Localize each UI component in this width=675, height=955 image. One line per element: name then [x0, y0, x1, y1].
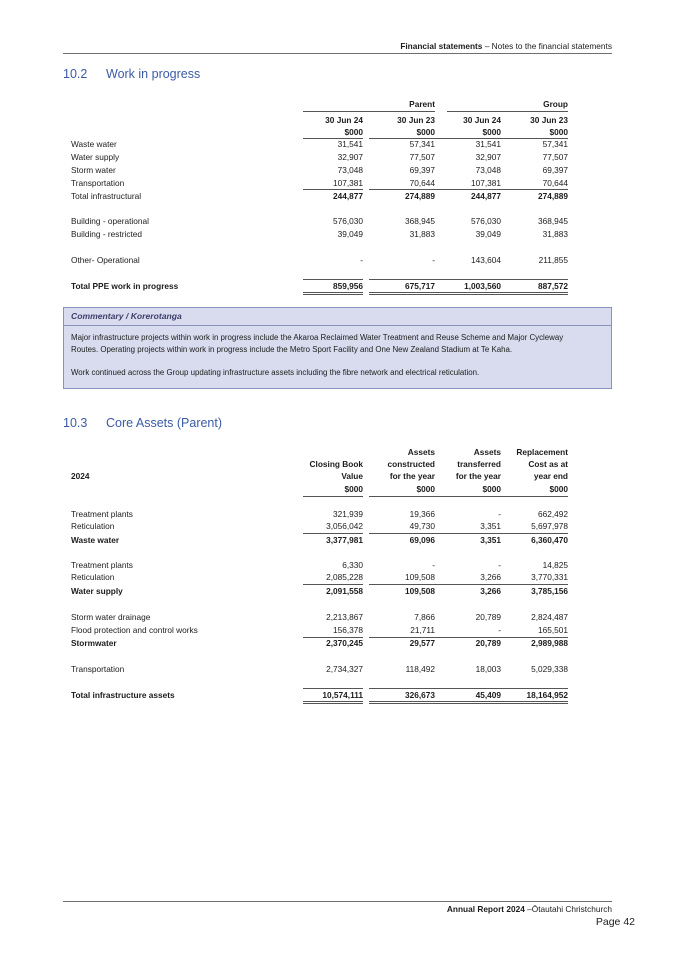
cell: 3,266 [480, 572, 501, 582]
section-title: Core Assets (Parent) [106, 416, 223, 430]
cell: 19,366 [409, 509, 435, 519]
col-header: Assets [407, 447, 435, 457]
col-unit: $000 [416, 484, 435, 494]
cell: 2,734,327 [326, 664, 363, 674]
cell: 244,877 [471, 191, 501, 201]
cell: 2,213,867 [326, 612, 363, 622]
header-underline [435, 496, 501, 497]
footer-rule [63, 901, 612, 902]
row-label: Total infrastructural [71, 191, 142, 201]
total-rule [369, 688, 435, 689]
row-label: Storm water drainage [71, 612, 151, 622]
table-row [63, 521, 612, 532]
cell: 32,907 [475, 152, 501, 162]
cell: 156,378 [333, 625, 363, 635]
cell: - [498, 560, 501, 570]
cell: 70,644 [542, 178, 568, 188]
cell: 675,717 [405, 281, 435, 291]
cell: 6,330 [342, 560, 363, 570]
running-header [63, 41, 612, 51]
row-label: Waste water [71, 139, 117, 149]
subtotal-rule [303, 533, 363, 534]
row-label: Transportation [71, 664, 125, 674]
row-label: Total PPE work in progress [71, 281, 179, 291]
row-label: Water supply [71, 152, 120, 162]
cell: 7,866 [414, 612, 435, 622]
section-number: 10.2 [63, 67, 88, 81]
cell: 39,049 [337, 229, 363, 239]
cell: 57,341 [409, 139, 435, 149]
row-label: Other- Operational [71, 255, 140, 265]
col-unit: $000 [344, 484, 363, 494]
cell: 326,673 [405, 690, 435, 700]
group-header-group: Group [543, 99, 568, 109]
total-rule [501, 688, 568, 689]
cell: 57,341 [542, 139, 568, 149]
cell: 3,770,331 [531, 572, 568, 582]
cell: 3,266 [480, 586, 501, 596]
cell: 18,003 [475, 664, 501, 674]
cell: - [360, 255, 363, 265]
cell: 165,501 [538, 625, 568, 635]
col-header: constructed [387, 459, 435, 469]
col-unit: $000 [344, 127, 363, 137]
table-row-subtotal [63, 638, 612, 649]
cell: 5,697,978 [531, 521, 568, 531]
cell: 10,574,111 [322, 690, 363, 700]
table-row [63, 216, 612, 227]
row-label: Reticulation [71, 521, 115, 531]
section-heading-core [63, 416, 222, 430]
double-rule [501, 292, 568, 295]
cell: 31,541 [337, 139, 363, 149]
cell: 244,877 [333, 191, 363, 201]
col-header: Value [341, 471, 363, 481]
table-row [63, 664, 612, 675]
cell: 2,085,228 [326, 572, 363, 582]
cell: 3,351 [480, 521, 501, 531]
cell: 3,377,981 [326, 535, 363, 545]
cell: 274,889 [538, 191, 568, 201]
row-label: Total infrastructure assets [71, 690, 175, 700]
cell: - [498, 625, 501, 635]
table-row [63, 509, 612, 520]
header-rule [63, 53, 612, 54]
total-rule [303, 279, 363, 280]
col-date: 30 Jun 24 [463, 115, 501, 125]
cell: 45,409 [475, 690, 501, 700]
cell: - [498, 509, 501, 519]
col-unit: $000 [416, 127, 435, 137]
commentary-box [63, 307, 612, 389]
cell: - [432, 255, 435, 265]
cell: 576,030 [333, 216, 363, 226]
cell: 69,096 [409, 535, 435, 545]
table-row [63, 152, 612, 163]
cell: 118,492 [405, 664, 435, 674]
cell: 274,889 [405, 191, 435, 201]
commentary-title: Commentary / Korerotanga [71, 311, 182, 321]
commentary-line: Major infrastructure projects within work in progress include the Akaroa Reclaimed Water Treatment and Reuse Scheme and Major Cycleway [71, 333, 564, 342]
col-header: for the year [389, 471, 435, 481]
total-rule [435, 279, 501, 280]
col-header: for the year [455, 471, 501, 481]
cell: 321,939 [333, 509, 363, 519]
col-header: transferred [457, 459, 501, 469]
header-bold: Financial statements [400, 41, 483, 51]
header-underline [501, 496, 568, 497]
section-title: Work in progress [106, 67, 201, 81]
footer-rest: –Ōtautahi Christchurch [524, 904, 612, 914]
group-header-parent: Parent [409, 99, 435, 109]
subtotal-rule [303, 189, 363, 190]
row-label: Storm water [71, 165, 116, 175]
row-label: Building - operational [71, 216, 149, 226]
double-rule [369, 292, 435, 295]
header-underline [369, 496, 435, 497]
section-heading-wip [63, 67, 200, 81]
row-label: Treatment plants [71, 560, 133, 570]
cell: 31,883 [542, 229, 568, 239]
cell: 1,003,560 [464, 281, 501, 291]
cell: 73,048 [475, 165, 501, 175]
cell: 70,644 [409, 178, 435, 188]
cell: 2,989,988 [531, 638, 568, 648]
cell: 576,030 [471, 216, 501, 226]
subtotal-rule [369, 189, 435, 190]
subtotal-rule [369, 584, 435, 585]
cell: 20,789 [475, 612, 501, 622]
table-row [63, 625, 612, 636]
cell: 368,945 [538, 216, 568, 226]
subtotal-rule [369, 533, 435, 534]
cell: 14,825 [542, 560, 568, 570]
row-label: Treatment plants [71, 509, 133, 519]
table-row [63, 560, 612, 571]
cell: - [432, 560, 435, 570]
total-rule [369, 279, 435, 280]
table-row-subtotal [63, 191, 612, 202]
table-row-total [63, 690, 612, 701]
total-rule [435, 688, 501, 689]
page-number: Page 42 [595, 916, 635, 928]
cell: 39,049 [475, 229, 501, 239]
cell: 49,730 [409, 521, 435, 531]
table-row-subtotal [63, 535, 612, 546]
double-rule [369, 701, 435, 704]
cell: 107,381 [471, 178, 501, 188]
group-underline [303, 111, 435, 112]
footer-bold: Annual Report 2024 [446, 904, 525, 914]
subtotal-rule [303, 584, 363, 585]
table-row [63, 612, 612, 623]
cell: 109,508 [405, 586, 435, 596]
running-footer [63, 904, 612, 914]
cell: 107,381 [333, 178, 363, 188]
cell: 211,855 [538, 255, 568, 265]
cell: 31,883 [409, 229, 435, 239]
subtotal-rule [435, 584, 501, 585]
double-rule [435, 292, 501, 295]
col-unit: $000 [549, 127, 568, 137]
row-label: Waste water [71, 535, 120, 545]
cell: 5,029,338 [531, 664, 568, 674]
cell: 368,945 [405, 216, 435, 226]
table-row [63, 165, 612, 176]
double-rule [501, 701, 568, 704]
cell: 859,956 [333, 281, 363, 291]
cell: 662,492 [538, 509, 568, 519]
cell: 2,370,245 [326, 638, 363, 648]
cell: 2,091,558 [326, 586, 363, 596]
row-label: Water supply [71, 586, 123, 596]
subtotal-rule [435, 533, 501, 534]
total-rule [501, 279, 568, 280]
cell: 73,048 [337, 165, 363, 175]
subtotal-rule [435, 189, 501, 190]
subtotal-rule [501, 584, 568, 585]
cell: 77,507 [409, 152, 435, 162]
col-date: 30 Jun 23 [397, 115, 435, 125]
row-label: Building - restricted [71, 229, 143, 239]
table-row-total [63, 281, 612, 292]
table-row [63, 255, 612, 266]
commentary-line: Routes. Operating projects within work in progress include the Metro Sport Facility and One New Zealand Stadium at Te Kaha. [71, 345, 513, 354]
col-date: 30 Jun 23 [530, 115, 568, 125]
table-row [63, 178, 612, 189]
col-header: Replacement [516, 447, 568, 457]
row-label: Transportation [71, 178, 125, 188]
cell: 887,572 [538, 281, 568, 291]
subtotal-rule [501, 533, 568, 534]
cell: 3,785,156 [531, 586, 568, 596]
row-label: Flood protection and control works [71, 625, 198, 635]
col-unit: $000 [549, 484, 568, 494]
cell: 109,508 [405, 572, 435, 582]
total-rule [303, 688, 363, 689]
table-row [63, 229, 612, 240]
cell: 18,164,952 [526, 690, 568, 700]
table-row [63, 139, 612, 150]
cell: 69,397 [409, 165, 435, 175]
double-rule [435, 701, 501, 704]
table-row-subtotal [63, 586, 612, 597]
col-header: Closing Book [309, 459, 363, 469]
table-row [63, 572, 612, 583]
year-label: 2024 [71, 471, 90, 481]
double-rule [303, 701, 363, 704]
commentary-divider [64, 325, 611, 326]
group-underline [447, 111, 568, 112]
commentary-line: Work continued across the Group updating infrastructure assets including the fibre network and electrical reticulation. [71, 368, 480, 377]
col-header: Cost as at [528, 459, 568, 469]
col-unit: $000 [482, 484, 501, 494]
cell: 2,824,487 [531, 612, 568, 622]
row-label: Stormwater [71, 638, 117, 648]
cell: 29,577 [409, 638, 435, 648]
cell: 143,604 [471, 255, 501, 265]
col-date: 30 Jun 24 [325, 115, 363, 125]
col-header: year end [533, 471, 568, 481]
cell: 3,056,042 [326, 521, 363, 531]
row-label: Reticulation [71, 572, 115, 582]
double-rule [303, 292, 363, 295]
subtotal-rule [501, 189, 568, 190]
col-header: Assets [473, 447, 501, 457]
section-number: 10.3 [63, 416, 88, 430]
cell: 69,397 [542, 165, 568, 175]
cell: 32,907 [337, 152, 363, 162]
cell: 3,351 [480, 535, 501, 545]
cell: 6,360,470 [531, 535, 568, 545]
cell: 21,711 [410, 625, 435, 635]
header-underline [303, 496, 363, 497]
cell: 77,507 [542, 152, 568, 162]
cell: 20,789 [475, 638, 501, 648]
col-unit: $000 [482, 127, 501, 137]
header-rest: – Notes to the financial statements [482, 41, 612, 51]
cell: 31,541 [475, 139, 501, 149]
